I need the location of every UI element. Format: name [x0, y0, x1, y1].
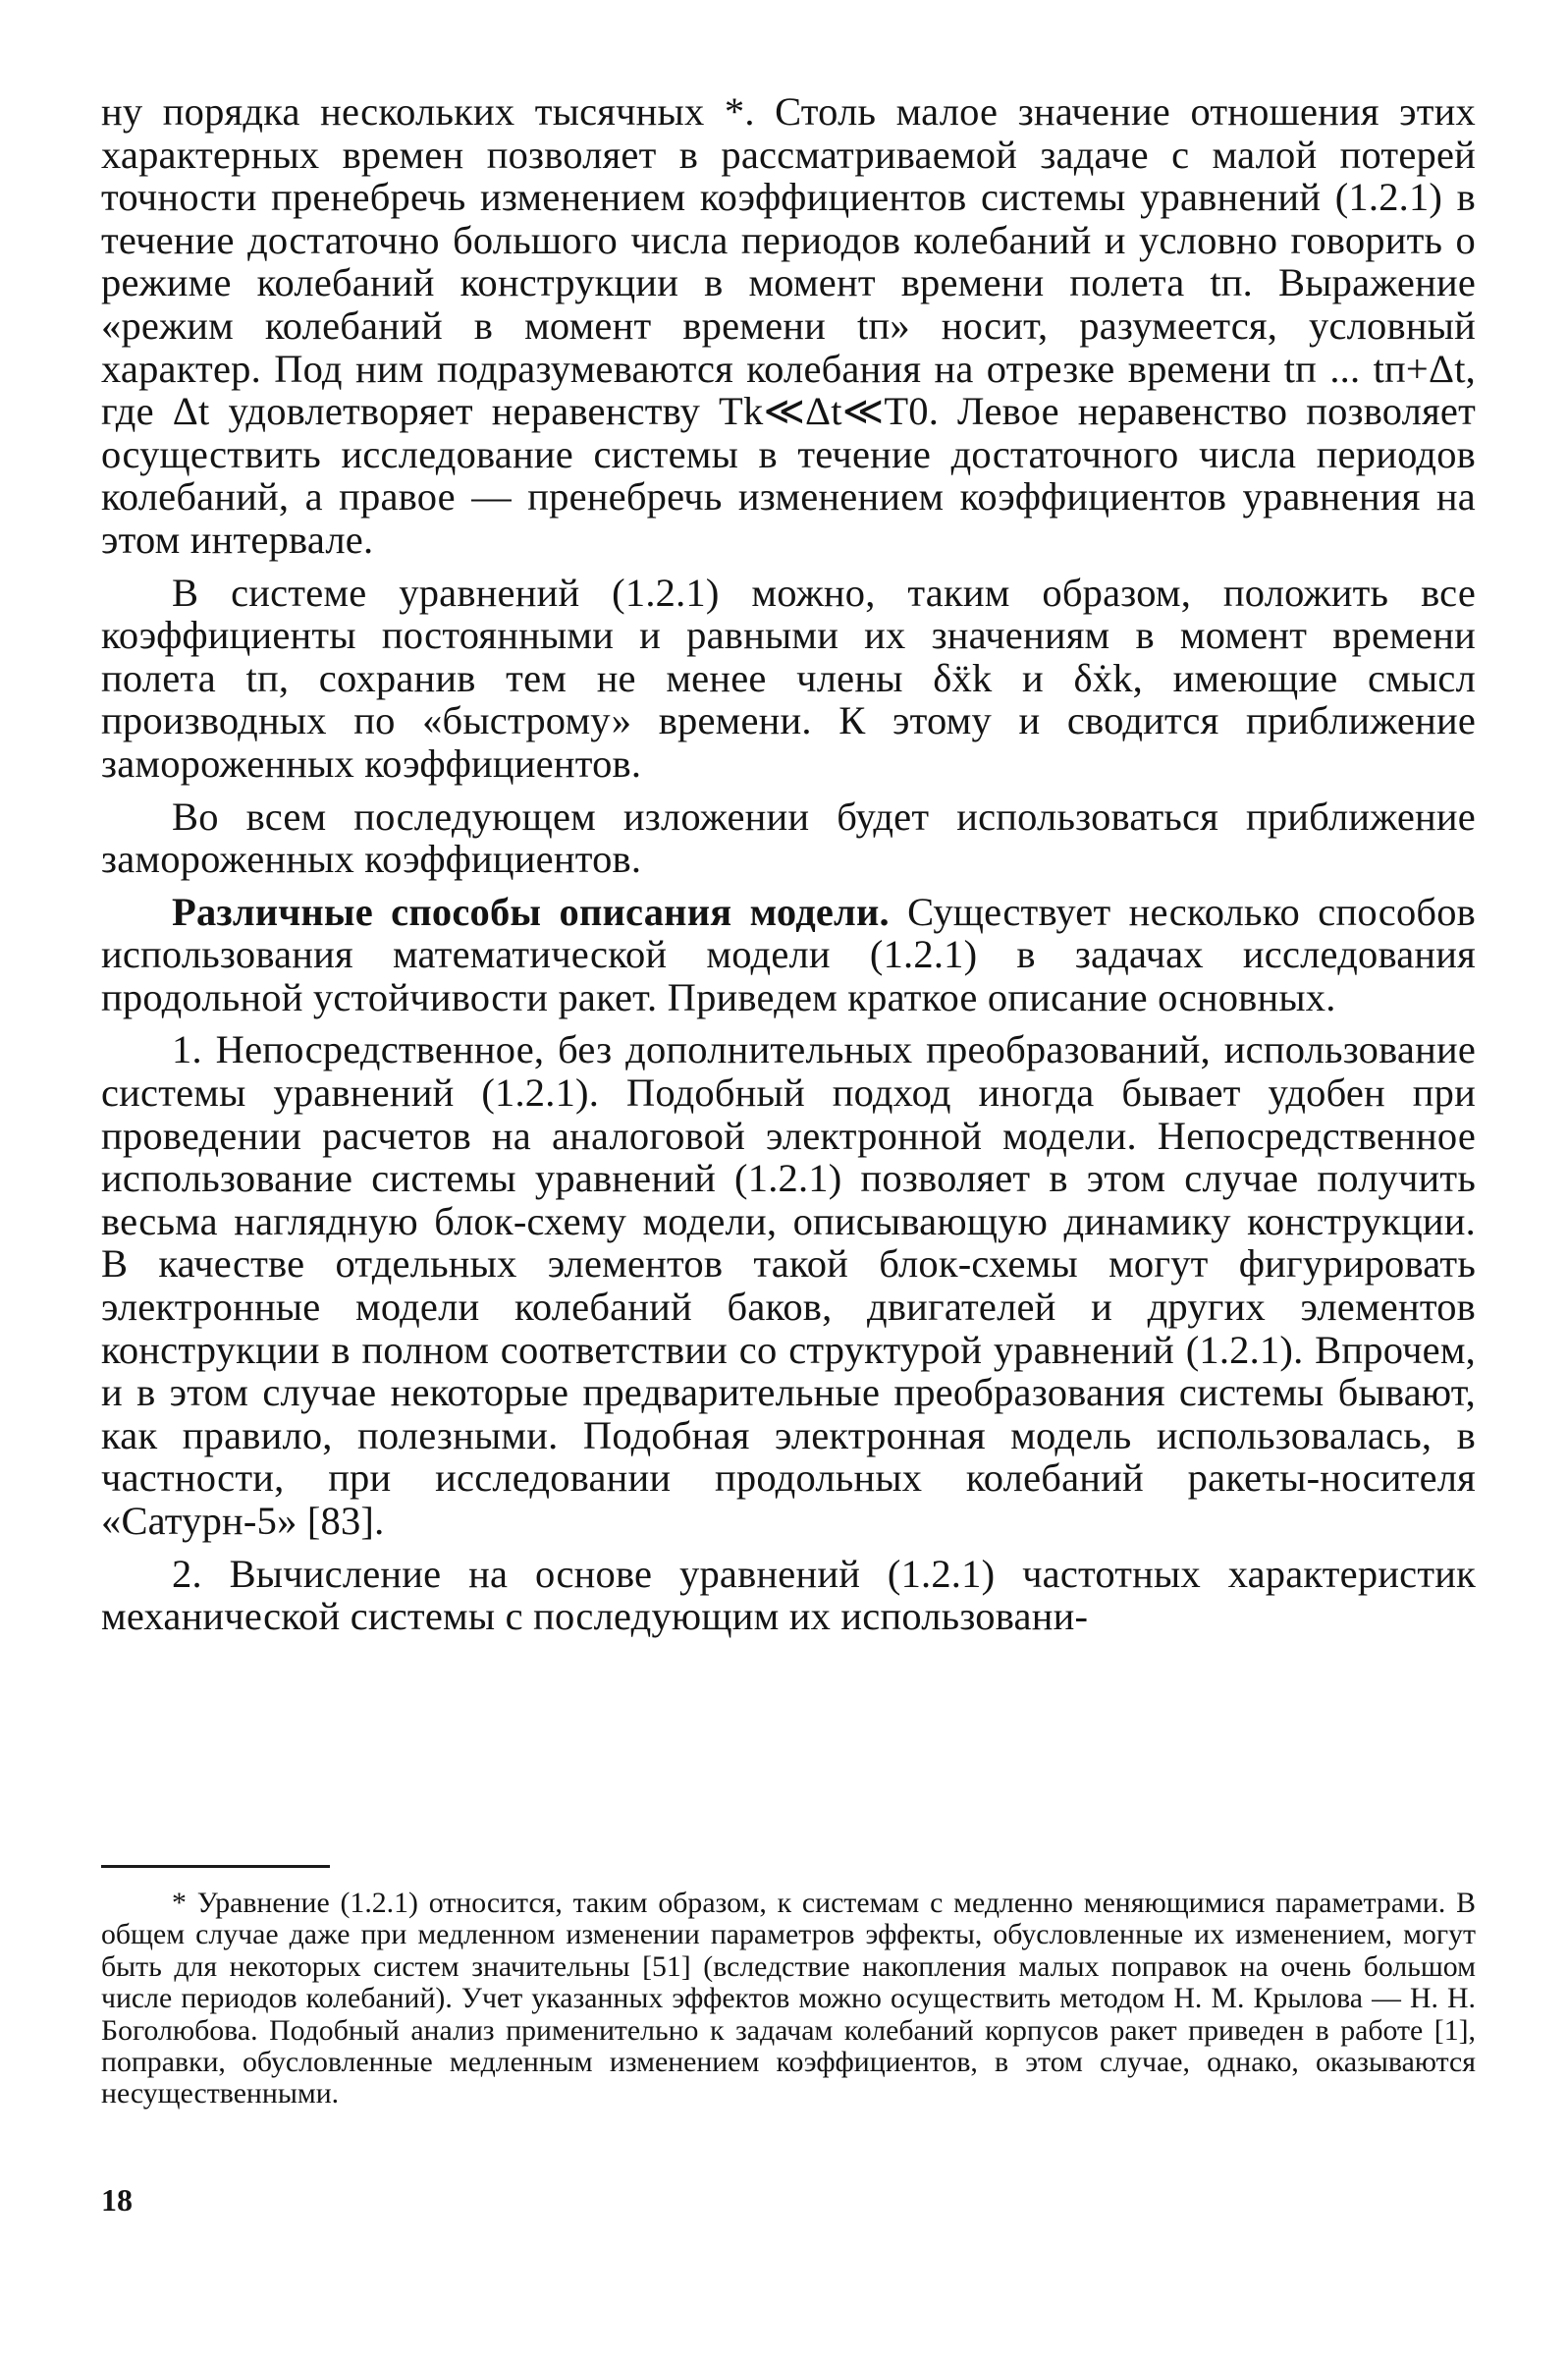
paragraph-5: 1. Непосредственное, без дополнительных преобразований, использование системы уравнений (1.2.1). Подобный подход иногда бывает удобен при проведении расчетов на аналоговой электронной модели. Непосредственное использование системы уравнений (1.2.1) позволяет в этом случае получить весьма наглядную блок-схему модели, описывающую динамику конструкции. В качестве отдельных элементов такой блок-схемы могут фигурировать электронные модели колебаний баков, двигателей и других элементов конструкции в полном соответствии со структурой уравнений (1.2.1). Впрочем, и в этом случае некоторые предварительные преобразования системы бывают, как правило, полезными. Подобная электронная модель использовалась, в частности, при исследовании продольных колебаний ракеты-носителя «Сатурн-5» [83].	[101, 1027, 1476, 1543]
paragraph-1: ну порядка нескольких тысячных *. Столь малое значение отношения этих характерных времен позволяет в рассматриваемой задаче с малой потерей точности пренебречь изменением коэффициентов системы уравнений (1.2.1) в течение достаточно большого числа периодов колебаний и условно говорить о режиме колебаний конструкции в момент времени полета tп. Выражение «режим колебаний в момент времени tп» носит, разумеется, условный характер. Под ним подразумеваются колебания на отрезке времени tп ... tп+Δt, где Δt удовлетворяет неравенству Tk≪Δt≪T0. Левое неравенство позволяет осуществить исследование системы в течение достаточного числа периодов колебаний, а правое — пренебречь изменением коэффициентов уравнения на этом интервале.	[101, 89, 1476, 562]
main-text	[101, 90, 1476, 1648]
footnote-divider	[101, 1865, 330, 1868]
paragraph-4-text: Существует несколько способов использования математической модели (1.2.1) в задачах исследования продольной устойчивости ракет. Приведем краткое описание основных.	[101, 889, 1476, 1019]
paragraph-3: Во всем последующем изложении будет использоваться приближение замороженных коэффициентов.	[101, 794, 1476, 882]
paragraph-6: 2. Вычисление на основе уравнений (1.2.1) частотных характеристик механической системы с последующим их использовани-	[101, 1551, 1476, 1639]
page-number: 18	[101, 2182, 133, 2218]
section-heading: Различные способы описания модели.	[172, 889, 890, 934]
footnote: * Уравнение (1.2.1) относится, таким образом, к системам с медленно меняющимися параметрами. В общем случае даже при медленном изменении параметров эффекты, обусловленные их изменением, могут быть для некоторых систем значительны [51] (вследствие накопления малых поправок на очень большом числе периодов колебаний). Учет указанных эффектов можно осуществить методом Н. М. Крылова — Н. Н. Боголюбова. Подобный анализ применительно к задачам колебаний корпусов ракет приведен в работе [1], поправки, обусловленные медленным изменением коэффициентов, в этом случае, однако, оказываются несущественными.	[101, 1887, 1476, 2110]
paragraph-2: В системе уравнений (1.2.1) можно, таким образом, положить все коэффициенты постоянными и равными их значениям в момент времени полета tп, сохранив тем не менее члены δẍk и δẋk, имеющие смысл производных по «быстрому» времени. К этому и сводится приближение замороженных коэффициентов.	[101, 570, 1476, 786]
paragraph-4	[101, 891, 1476, 1019]
